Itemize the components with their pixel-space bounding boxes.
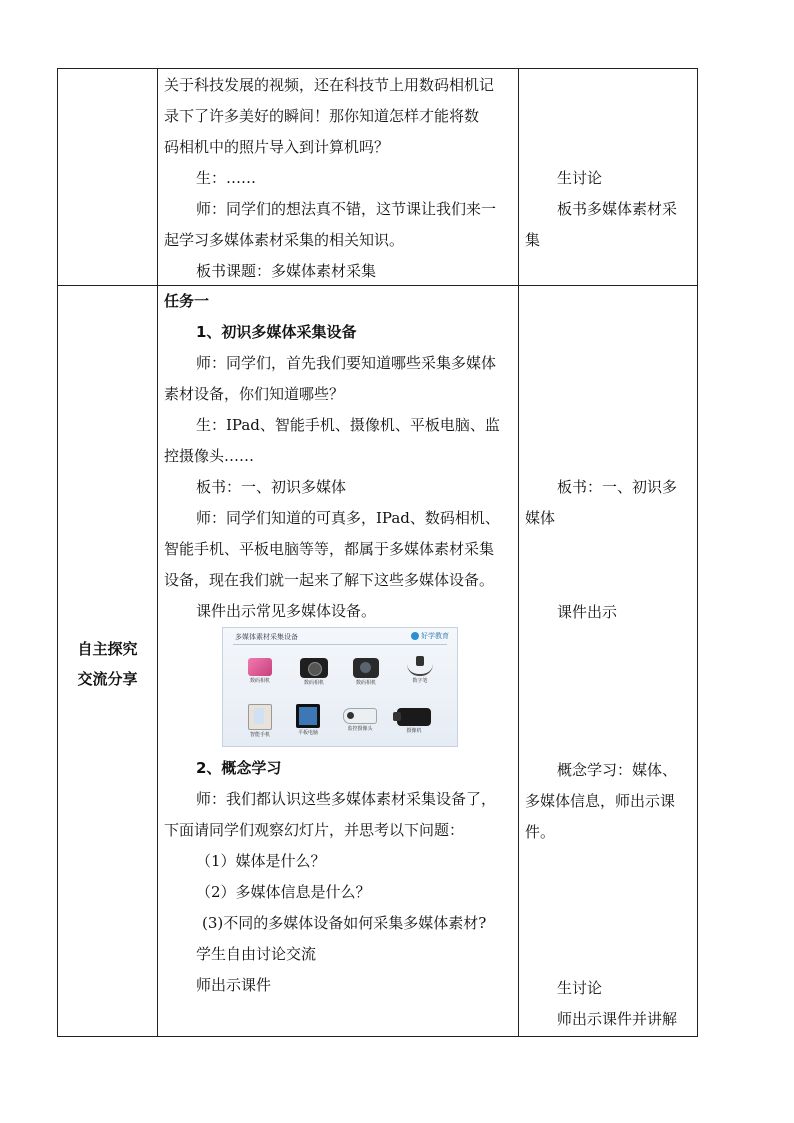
task-title: 任务一 xyxy=(164,292,210,310)
text-line: 录下了许多美好的瞬间！那你知道怎样才能将数 xyxy=(164,107,480,125)
column-divider xyxy=(157,69,158,285)
text-line: 学生自由讨论交流 xyxy=(196,945,317,963)
text-line: 素材设备，你们知道哪些？ xyxy=(164,385,345,403)
note-line: 课件出示 xyxy=(557,603,618,621)
text-line: 课件出示常见多媒体设备。 xyxy=(196,602,377,620)
tablet-icon xyxy=(296,704,320,728)
usb-cord-icon xyxy=(407,660,433,676)
device-label: 数字笔 xyxy=(412,678,428,684)
column-divider xyxy=(518,286,519,1036)
slide-logo xyxy=(411,631,449,641)
column-divider xyxy=(518,69,519,285)
text-line: 码相机中的照片导入到计算机吗？ xyxy=(164,138,390,156)
device-item xyxy=(341,658,391,687)
device-item xyxy=(289,658,339,687)
note-line: 件。 xyxy=(525,823,556,841)
design-intent-cell xyxy=(525,472,695,534)
text-line: 下面请同学们观察幻灯片，并思考以下问题： xyxy=(164,821,465,839)
text-line: 师：我们都认识这些多媒体素材采集设备了， xyxy=(196,790,497,808)
note-line: 师出示课件并讲解 xyxy=(557,1010,678,1028)
text-line: 生：…… xyxy=(196,169,257,187)
device-item xyxy=(389,708,439,735)
note-line: 板书多媒体素材采 xyxy=(557,200,678,218)
design-intent-cell xyxy=(525,597,695,628)
camcorder-icon xyxy=(397,708,431,726)
device-label: 数码相机 xyxy=(355,680,376,686)
question-line: (3)不同的多媒体设备如何采集多媒体素材? xyxy=(202,914,487,932)
text-line: 板书：一、初识多媒体 xyxy=(196,478,347,496)
compact-camera-icon xyxy=(353,658,379,678)
teaching-process-cell xyxy=(164,70,516,287)
lesson-plan-table xyxy=(57,68,698,1037)
device-item xyxy=(335,708,385,733)
device-item xyxy=(283,704,333,737)
section-label xyxy=(58,634,157,694)
note-line: 媒体 xyxy=(525,509,556,527)
table-row-explore xyxy=(57,286,698,1037)
table-row-intro xyxy=(57,68,698,286)
text-line: 板书课题：多媒体素材采集 xyxy=(196,262,377,280)
device-item xyxy=(235,658,285,685)
design-intent-cell xyxy=(525,163,695,256)
column-divider xyxy=(157,286,158,1036)
question-line: （1）媒体是什么？ xyxy=(196,852,326,870)
question-line: （2）多媒体信息是什么？ xyxy=(196,883,371,901)
text-line: 师：同学们的想法真不错，这节课让我们来一 xyxy=(196,200,497,218)
text-line: 智能手机、平板电脑等等，都属于多媒体素材采集 xyxy=(164,540,495,558)
note-line: 生讨论 xyxy=(557,169,603,187)
note-line: 生讨论 xyxy=(557,979,603,997)
note-line: 集 xyxy=(525,231,541,249)
text-line: 生：IPad、智能手机、摄像机、平板电脑、监 xyxy=(196,416,500,434)
device-label: 数码相机 xyxy=(303,680,324,686)
device-item xyxy=(235,704,285,739)
smartphone-icon xyxy=(248,704,272,730)
subsection-title: 2、概念学习 xyxy=(196,759,282,777)
design-intent-cell xyxy=(525,973,695,1035)
device-label: 数码相机 xyxy=(249,678,270,684)
design-intent-cell xyxy=(525,755,695,848)
device-label: 监控摄像头 xyxy=(347,726,373,732)
note-line: 板书：一、初识多 xyxy=(557,478,678,496)
device-item xyxy=(395,660,445,685)
slide-title: 多媒体素材采集设备 xyxy=(235,633,298,641)
text-line: 控摄像头…… xyxy=(164,447,255,465)
slide-divider xyxy=(233,644,447,645)
text-line: 关于科技发展的视频，还在科技节上用数码相机记 xyxy=(164,76,495,94)
device-label: 摄像机 xyxy=(406,728,422,734)
courseware-slide-image xyxy=(222,627,458,747)
dslr-camera-icon xyxy=(300,658,328,678)
note-line: 概念学习：媒体、 xyxy=(557,761,678,779)
text-line: 师出示课件 xyxy=(196,976,272,994)
section-label-line: 交流分享 xyxy=(77,670,138,688)
text-line: 设备，现在我们就一起来了解下这些多媒体设备。 xyxy=(164,571,495,589)
device-label: 平板电脑 xyxy=(297,730,318,736)
note-line: 多媒体信息，师出示课 xyxy=(525,792,676,810)
teaching-process-cell xyxy=(164,286,516,1001)
section-label-line: 自主探究 xyxy=(77,640,138,658)
text-line: 起学习多媒体素材采集的相关知识。 xyxy=(164,231,405,249)
text-line: 师：同学们知道的可真多，IPad、数码相机、 xyxy=(196,509,500,527)
logo-icon xyxy=(411,632,419,640)
pink-camera-icon xyxy=(248,658,272,676)
slide-logo-text: 好学教育 xyxy=(421,632,449,640)
subsection-title: 1、初识多媒体采集设备 xyxy=(196,323,357,341)
text-line: 师：同学们，首先我们要知道哪些采集多媒体 xyxy=(196,354,497,372)
device-label: 智能手机 xyxy=(249,732,270,738)
cctv-camera-icon xyxy=(343,708,377,724)
